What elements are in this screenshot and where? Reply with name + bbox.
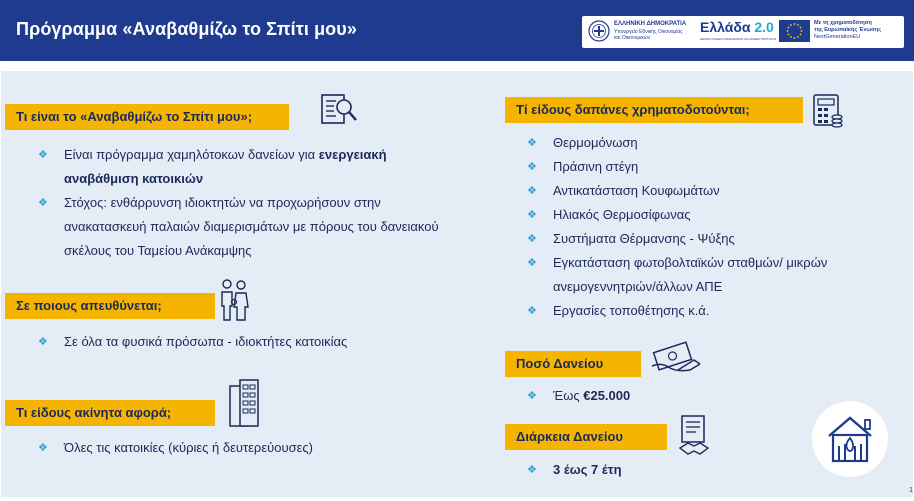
list-item xyxy=(522,458,822,482)
what-is-b1-bold: ενεργειακή αναβάθμιση κατοικιών xyxy=(64,147,387,186)
label-amount: Ποσό Δανείου xyxy=(505,351,641,377)
list-item xyxy=(522,251,893,299)
page-number: 1 xyxy=(909,487,913,494)
sponsor-logos xyxy=(582,16,904,48)
bullet-icon: ❖ xyxy=(527,257,537,269)
gov-name: ΕΛΛΗΝΙΚΗ ΔΗΜΟΚΡΑΤΙΑ xyxy=(614,21,687,27)
property-b1-text: Όλες τις κατοικίες (κύριες ή δευτερεύουσες) xyxy=(64,440,313,455)
expense-item: Εγκατάσταση φωτοβολταϊκών σταθμών/ μικρών ανεμογεννητριών/άλλων ΑΠΕ xyxy=(553,255,828,294)
amount-list xyxy=(522,384,822,408)
list-item xyxy=(33,191,453,263)
list-item xyxy=(522,203,902,227)
eu-funding-text xyxy=(814,20,904,41)
expense-item: Αντικατάσταση Κουφωμάτων xyxy=(553,183,720,198)
who-list xyxy=(33,330,453,354)
bullet-icon: ❖ xyxy=(527,137,537,149)
bullet-icon: ❖ xyxy=(527,390,537,402)
eu-line-3: NextGenerationEU xyxy=(814,34,861,40)
property-list xyxy=(33,436,453,460)
expense-item: Συστήματα Θέρμανσης - Ψύξης xyxy=(553,231,735,246)
eu-line-2: της Ευρωπαϊκής Ένωσης xyxy=(814,27,882,33)
bullet-icon: ❖ xyxy=(527,209,537,221)
label-who: Σε ποιους απευθύνεται; xyxy=(5,293,215,319)
bullet-icon: ❖ xyxy=(527,464,537,476)
family-icon xyxy=(219,278,249,324)
energy-house-icon xyxy=(811,400,889,478)
greece20-number: 2.0 xyxy=(754,19,774,35)
greece20-logo xyxy=(700,19,774,35)
bullet-icon: ❖ xyxy=(38,197,48,209)
bullet-icon: ❖ xyxy=(38,149,48,161)
expense-item: Πράσινη στέγη xyxy=(553,159,639,174)
bullet-icon: ❖ xyxy=(527,161,537,173)
bullet-icon: ❖ xyxy=(527,305,537,317)
duration-value: 3 έως 7 έτη xyxy=(553,462,622,477)
expense-item: Ηλιακός Θερμοσίφωνας xyxy=(553,207,691,222)
eu-line-1: Με τη χρηματοδότηση xyxy=(814,20,872,26)
expenses-list xyxy=(522,131,902,323)
header-bar xyxy=(0,0,914,61)
what-is-b2-text: Στόχος: ενθάρρυνση ιδιοκτητών να προχωρήσουν στην ανακατασκευή παλαιών διαμερισμάτων με πόρους του δανειακού σκέλους του Ταμείου Ανάκαμψης xyxy=(64,195,439,258)
list-item xyxy=(33,436,453,460)
duration-list xyxy=(522,458,822,482)
calculator-icon xyxy=(812,93,844,129)
expense-item: Εργασίες τοποθέτησης κ.ά. xyxy=(553,303,710,318)
page-title: Πρόγραμμα «Αναβαθμίζω το Σπίτι μου» xyxy=(16,19,357,39)
what-is-list xyxy=(33,143,453,263)
contract-handshake-icon xyxy=(678,414,716,458)
list-item xyxy=(522,227,902,251)
bullet-icon: ❖ xyxy=(38,442,48,454)
label-property: Τι είδους ακίνητα αφορά; xyxy=(5,400,215,426)
list-item xyxy=(522,155,902,179)
list-item xyxy=(522,299,902,323)
building-icon xyxy=(228,378,260,428)
label-duration: Διάρκεια Δανείου xyxy=(505,424,667,450)
greece20-subtitle: ΕΘΝΙΚΟ ΣΧΕΔΙΟ ΑΝΑΚΑΜΨΗΣ ΚΑΙ ΑΝΘΕΚΤΙΚΟΤΗΤΑΣ xyxy=(700,37,777,41)
who-b1-text: Σε όλα τα φυσικά πρόσωπα - ιδιοκτήτες κατοικίας xyxy=(64,334,348,349)
money-hand-icon xyxy=(648,340,704,374)
what-is-b1-text: Είναι πρόγραμμα χαμηλότοκων δανείων για xyxy=(64,147,319,162)
document-search-icon xyxy=(320,93,360,129)
list-item xyxy=(522,131,902,155)
list-item xyxy=(33,330,453,354)
list-item xyxy=(33,143,453,191)
list-item xyxy=(522,179,902,203)
label-what-is: Τι είναι το «Αναβαθμίζω το Σπίτι μου»; xyxy=(5,104,289,130)
label-expenses: Τί είδους δαπάνες χρηματοδοτούνται; xyxy=(505,97,803,123)
greece20-word: Ελλάδα xyxy=(700,19,751,35)
amount-prefix: Έως xyxy=(553,388,584,403)
bullet-icon: ❖ xyxy=(527,185,537,197)
gov-ministry: Υπουργείο Εθνικής Οικονομίας και Οικονομικών xyxy=(614,29,683,41)
amount-value: €25.000 xyxy=(583,388,631,403)
eu-flag-icon xyxy=(779,20,810,42)
bullet-icon: ❖ xyxy=(38,336,48,348)
greek-seal-icon xyxy=(588,20,610,42)
list-item xyxy=(522,384,822,408)
expense-item: Θερμομόνωση xyxy=(553,135,638,150)
bullet-icon: ❖ xyxy=(527,233,537,245)
